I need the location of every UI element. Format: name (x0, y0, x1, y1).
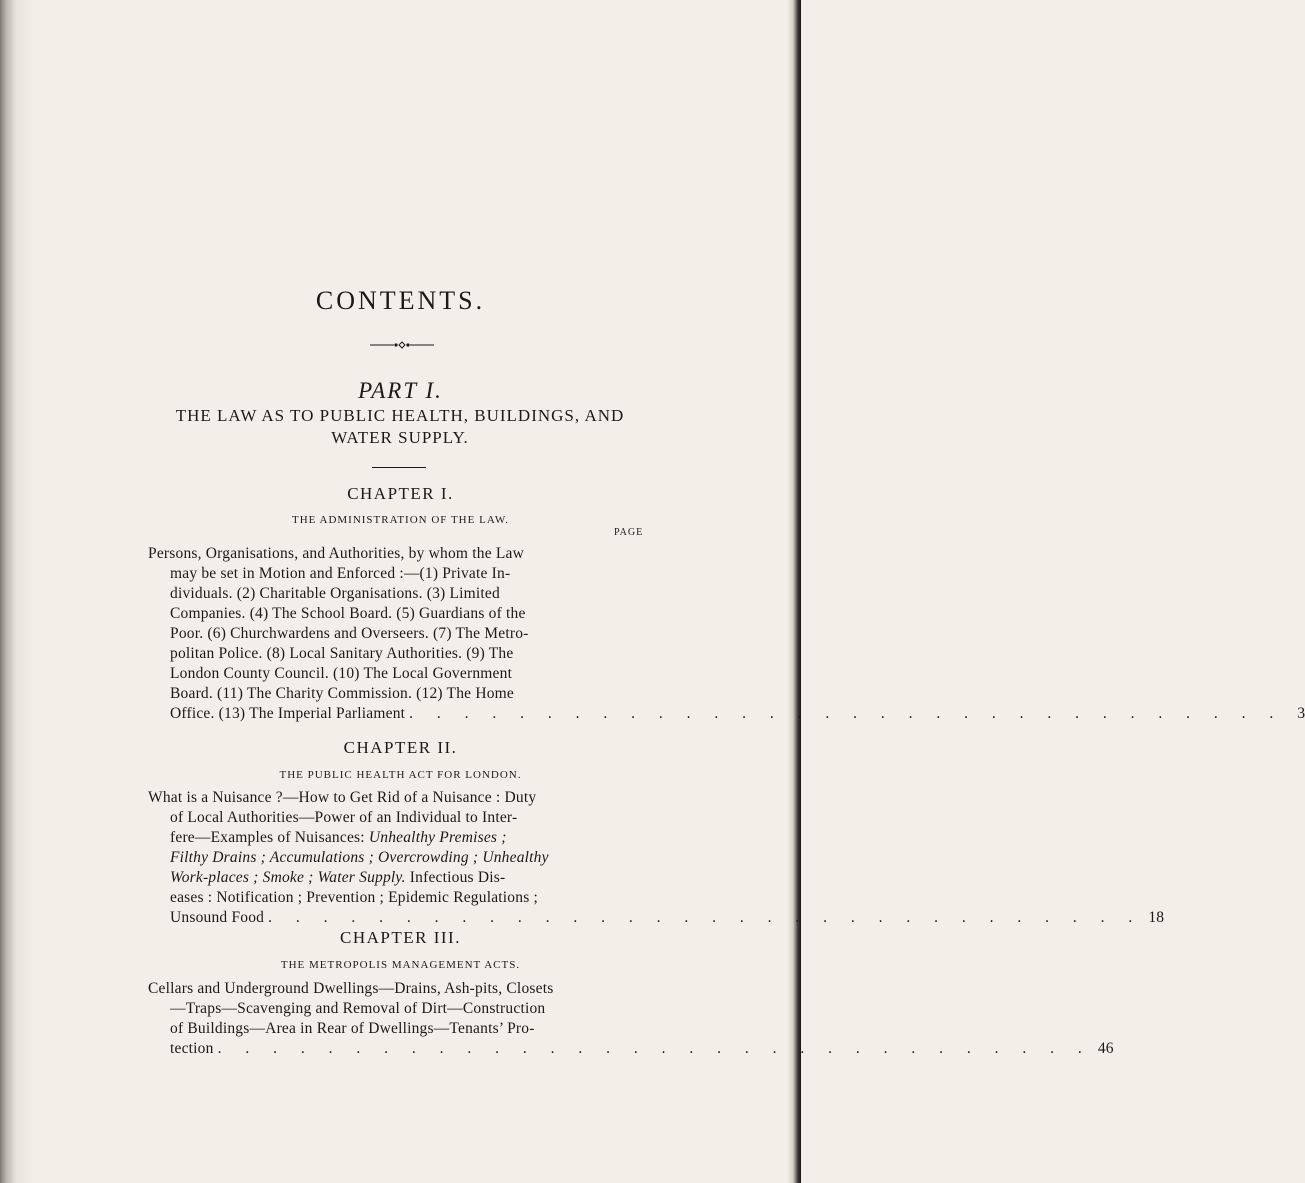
toc-entry-text: fere—Examples of Nuisances: (170, 829, 369, 846)
part-subject-line: THE LAW AS TO PUBLIC HEALTH, BUILDINGS, AND (175, 406, 625, 425)
page-number: 46 (1097, 1040, 1114, 1057)
chapter-heading: CHAPTER III. (340, 928, 461, 947)
toc-entry-line: —Traps—Scavenging and Removal of Dirt—Construction (170, 1000, 546, 1017)
toc-entry-line: tection (170, 1040, 214, 1057)
part-heading: PART I. (358, 378, 443, 403)
chapter-heading: CHAPTER I. (347, 484, 454, 503)
dot-leader: . . . . . . . . . . . . . . . . . . . . . . . . . . . . . . . . (268, 909, 1143, 926)
toc-entry[interactable] (148, 788, 1165, 928)
dot-leader: . . . . . . . . . . . . . . . . . . . . . . . . . . . . . . . . (409, 705, 1284, 722)
toc-entry[interactable] (148, 544, 1305, 724)
toc-entry[interactable] (148, 979, 1114, 1059)
toc-entry-line: What is a Nuisance ?—How to Get Rid of a Nuisance : Duty (148, 789, 537, 806)
toc-entry-line: politan Police. (8) Local Sanitary Authorities. (9) The (170, 645, 514, 662)
page-title: CONTENTS. (315, 286, 486, 315)
toc-entry-line: of Buildings—Area in Rear of Dwellings—Tenants’ Pro- (170, 1020, 535, 1037)
toc-entry-line: Filthy Drains ; Accumulations ; Overcrowding ; Unhealthy (170, 849, 549, 866)
chapter-subtitle: THE ADMINISTRATION OF THE LAW. (291, 514, 510, 526)
part-subject (110, 405, 690, 449)
toc-entry-line: Cellars and Underground Dwellings—Drains, Ash-pits, Closets (148, 980, 554, 997)
page-number: 18 (1148, 909, 1165, 926)
toc-entry-line: Board. (11) The Charity Commission. (12) The Home (170, 685, 515, 702)
dot-leader: . . . . . . . . . . . . . . . . . . . . . . . . . . . . . . . . (217, 1040, 1092, 1057)
toc-entry-italic: Unhealthy Premises ; (368, 829, 507, 846)
ornament-divider (370, 341, 434, 349)
toc-entry-line (148, 828, 624, 848)
toc-entry-line: of Local Authorities—Power of an Individual to Inter- (170, 809, 518, 826)
part-subject-line: WATER SUPPLY. (331, 428, 469, 447)
toc-entry-line: London County Council. (10) The Local Government (170, 665, 513, 682)
toc-entry-line: Persons, Organisations, and Authorities, by whom the Law (148, 545, 524, 562)
toc-entry-line: Poor. (6) Churchwardens and Overseers. (7) The Metro- (170, 625, 529, 642)
toc-entry-line: eases : Notification ; Prevention ; Epidemic Regulations ; (170, 889, 539, 906)
toc-entry-line: Office. (13) The Imperial Parliament (170, 705, 406, 722)
toc-entry-line: Unsound Food (170, 909, 265, 926)
toc-entry-line: may be set in Motion and Enforced :—(1) Private In- (170, 565, 511, 582)
toc-entry-line (148, 868, 624, 888)
toc-entry-italic: Work-places ; Smoke ; Water Supply. (170, 869, 406, 886)
chapter-subtitle: THE PUBLIC HEALTH ACT FOR LONDON. (279, 769, 522, 781)
toc-entry-line: Companies. (4) The School Board. (5) Guardians of the (170, 605, 526, 622)
chapter-subtitle: THE METROPOLIS MANAGEMENT ACTS. (280, 959, 521, 971)
toc-entry-text: Infectious Dis- (405, 869, 506, 886)
page-number: 3 (1297, 705, 1305, 722)
section-rule (372, 467, 426, 468)
toc-entry-line: dividuals. (2) Charitable Organisations. (3) Limited (170, 585, 500, 602)
chapter-heading: CHAPTER II. (343, 738, 458, 757)
page-column-label: PAGE (614, 527, 644, 538)
